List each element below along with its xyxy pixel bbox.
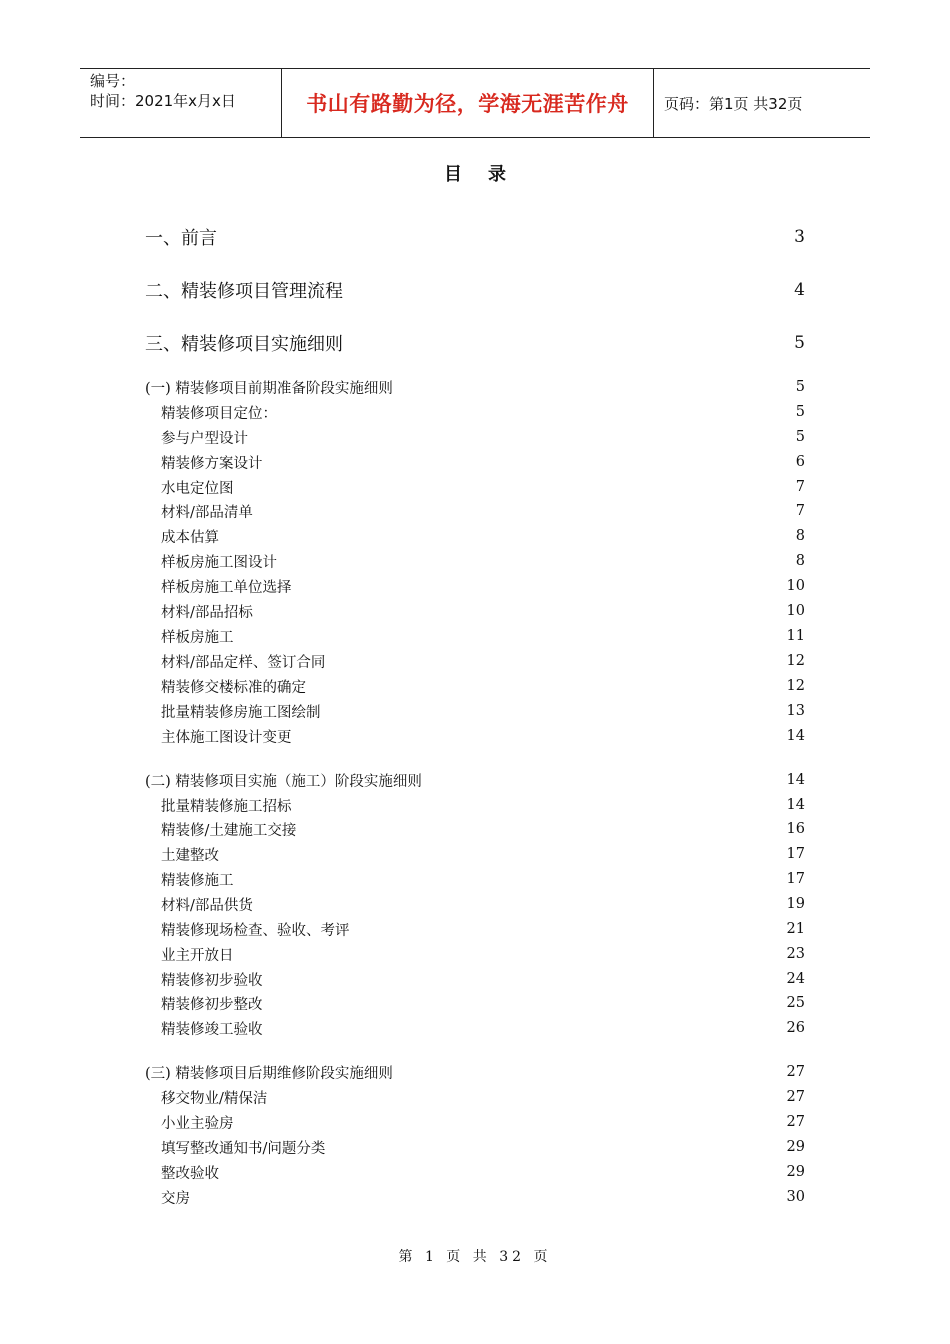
- toc-item[interactable]: [0, 1187, 950, 1207]
- page-title: 目录: [444, 164, 532, 185]
- toc-item[interactable]: [0, 601, 950, 621]
- toc-entry-label: 样板房施工单位选择: [161, 579, 292, 596]
- toc-section-maintenance[interactable]: [0, 1062, 950, 1082]
- toc-entry-label: (一) 精装修项目前期准备阶段实施细则: [145, 380, 393, 397]
- toc-entry-label: 精装修项目定位：: [161, 405, 277, 422]
- toc-entry-label: 精装修施工: [161, 872, 234, 889]
- toc-entry-page: 5: [795, 429, 805, 445]
- toc-entry-label: (三) 精装修项目后期维修阶段实施细则: [145, 1065, 393, 1082]
- toc-entry-page: 23: [786, 946, 805, 962]
- toc-entry-label: 材料/部品清单: [161, 504, 253, 521]
- toc-item[interactable]: [0, 427, 950, 447]
- toc-entry-label: 一、前言: [145, 228, 217, 249]
- toc-entry-label: 精装修初步验收: [161, 972, 263, 989]
- toc-entry-page: 12: [786, 653, 805, 669]
- toc-item[interactable]: [0, 576, 950, 596]
- page-footer: 第 1 页 共 32 页: [398, 1249, 552, 1265]
- header-meta: [80, 69, 282, 137]
- toc-entry-label: 交房: [161, 1190, 190, 1207]
- toc-item[interactable]: [0, 944, 950, 964]
- toc-item[interactable]: [0, 919, 950, 939]
- toc-entry-page: 25: [786, 995, 805, 1011]
- toc-entry-page: 10: [786, 578, 805, 594]
- toc-entry-label: 精装修初步整改: [161, 996, 263, 1013]
- toc-item[interactable]: [0, 1137, 950, 1157]
- toc-entry-label: 主体施工图设计变更: [161, 729, 292, 746]
- toc-entry-label: 成本估算: [161, 529, 219, 546]
- toc-entry-page: 27: [786, 1089, 805, 1105]
- toc-item[interactable]: [0, 651, 950, 671]
- toc-entry-label: 整改验收: [161, 1165, 219, 1182]
- toc-entry-page: 13: [786, 703, 805, 719]
- toc-item[interactable]: [0, 894, 950, 914]
- toc-entry-label: 批量精装修房施工图绘制: [161, 704, 321, 721]
- toc-entry-page: 8: [795, 553, 805, 569]
- toc-entry-label: 批量精装修施工招标: [161, 798, 292, 815]
- toc-item[interactable]: [0, 726, 950, 746]
- toc-entry-page: 5: [794, 333, 805, 353]
- toc-item[interactable]: [0, 993, 950, 1013]
- toc-entry-page: 3: [794, 227, 805, 247]
- toc-item[interactable]: [0, 1087, 950, 1107]
- toc-entry-label: 精装修方案设计: [161, 455, 263, 472]
- toc-section-construction[interactable]: [0, 770, 950, 790]
- toc-item[interactable]: [0, 501, 950, 521]
- toc-item[interactable]: [0, 676, 950, 696]
- toc-entry-label: 移交物业/精保洁: [161, 1090, 268, 1107]
- toc-entry-label: 材料/部品定样、签订合同: [161, 654, 326, 671]
- toc-item[interactable]: [0, 551, 950, 571]
- toc-entry-page: 5: [795, 379, 805, 395]
- toc-entry-page: 26: [786, 1020, 805, 1036]
- toc-entry-label: 业主开放日: [161, 947, 234, 964]
- toc-item[interactable]: [0, 795, 950, 815]
- toc-item[interactable]: [0, 477, 950, 497]
- toc-entry-page: 7: [795, 479, 805, 495]
- toc-entry-page: 17: [786, 846, 805, 862]
- toc-item[interactable]: [0, 844, 950, 864]
- toc-item[interactable]: [0, 1162, 950, 1182]
- toc-entry-page: 21: [786, 921, 805, 937]
- toc-section-preparation[interactable]: [0, 377, 950, 397]
- toc-item[interactable]: [0, 701, 950, 721]
- toc-entry-page: 12: [786, 678, 805, 694]
- toc-entry-label: 精装修竣工验收: [161, 1021, 263, 1038]
- header-motto-cell: [282, 69, 654, 137]
- toc-entry-label: (二) 精装修项目实施（施工）阶段实施细则: [145, 773, 422, 790]
- toc-entry-page: 24: [786, 971, 805, 987]
- toc-entry-label: 材料/部品招标: [161, 604, 253, 621]
- toc-item[interactable]: [0, 819, 950, 839]
- toc-entry-label: 参与户型设计: [161, 430, 248, 447]
- toc-entry-label: 小业主验房: [161, 1115, 234, 1132]
- toc-entry-page: 6: [795, 454, 805, 470]
- toc-entry-page: 16: [786, 821, 805, 837]
- toc-item[interactable]: [0, 452, 950, 472]
- toc-entry-label: 二、精装修项目管理流程: [145, 281, 343, 302]
- toc-entry-label: 土建整改: [161, 847, 219, 864]
- toc-entry-page: 19: [786, 896, 805, 912]
- toc-entry-label: 精装修/土建施工交接: [161, 822, 297, 839]
- toc-item[interactable]: [0, 626, 950, 646]
- toc-entry-page: 10: [786, 603, 805, 619]
- document-number-label: 编号：: [90, 72, 136, 90]
- toc-entry-page: 29: [786, 1139, 805, 1155]
- toc-item[interactable]: [0, 402, 950, 422]
- toc-entry-page: 30: [786, 1189, 805, 1205]
- page-header: [80, 68, 870, 138]
- toc-entry-page: 17: [786, 871, 805, 887]
- toc-entry-label: 水电定位图: [161, 480, 234, 497]
- toc-entry-page: 14: [786, 797, 805, 813]
- toc-entry-label: 精装修交楼标准的确定: [161, 679, 306, 696]
- toc-entry-label: 填写整改通知书/问题分类: [161, 1140, 326, 1157]
- toc-entry-label: 样板房施工: [161, 629, 234, 646]
- toc-entry-label: 样板房施工图设计: [161, 554, 277, 571]
- toc-entry-page: 14: [786, 772, 805, 788]
- toc-entry-page: 7: [795, 503, 805, 519]
- toc-item[interactable]: [0, 1018, 950, 1038]
- toc-item[interactable]: [0, 969, 950, 989]
- toc-entry-implementation[interactable]: [0, 332, 950, 354]
- header-motto: 书山有路勤为径，学海无涯苦作舟: [306, 92, 629, 116]
- toc-entry-page: 27: [786, 1064, 805, 1080]
- toc-entry-page: 4: [794, 280, 805, 300]
- toc-entry-label: 三、精装修项目实施细则: [145, 334, 343, 355]
- toc-entry-page: 5: [795, 404, 805, 420]
- toc-entry-page: 14: [786, 728, 805, 744]
- header-page-info: 页码：第1页 共32页: [664, 94, 803, 113]
- toc-entry-page: 8: [795, 528, 805, 544]
- toc-item[interactable]: [0, 1112, 950, 1132]
- document-date: 时间：2021年x月x日: [90, 92, 236, 110]
- toc-entry-page: 27: [786, 1114, 805, 1130]
- toc-entry-preface[interactable]: [0, 226, 950, 248]
- toc-entry-process[interactable]: [0, 279, 950, 301]
- toc-item[interactable]: [0, 526, 950, 546]
- toc-entry-label: 精装修现场检查、验收、考评: [161, 922, 350, 939]
- toc-entry-page: 29: [786, 1164, 805, 1180]
- toc-entry-label: 材料/部品供货: [161, 897, 253, 914]
- toc-item[interactable]: [0, 869, 950, 889]
- toc-entry-page: 11: [786, 628, 805, 644]
